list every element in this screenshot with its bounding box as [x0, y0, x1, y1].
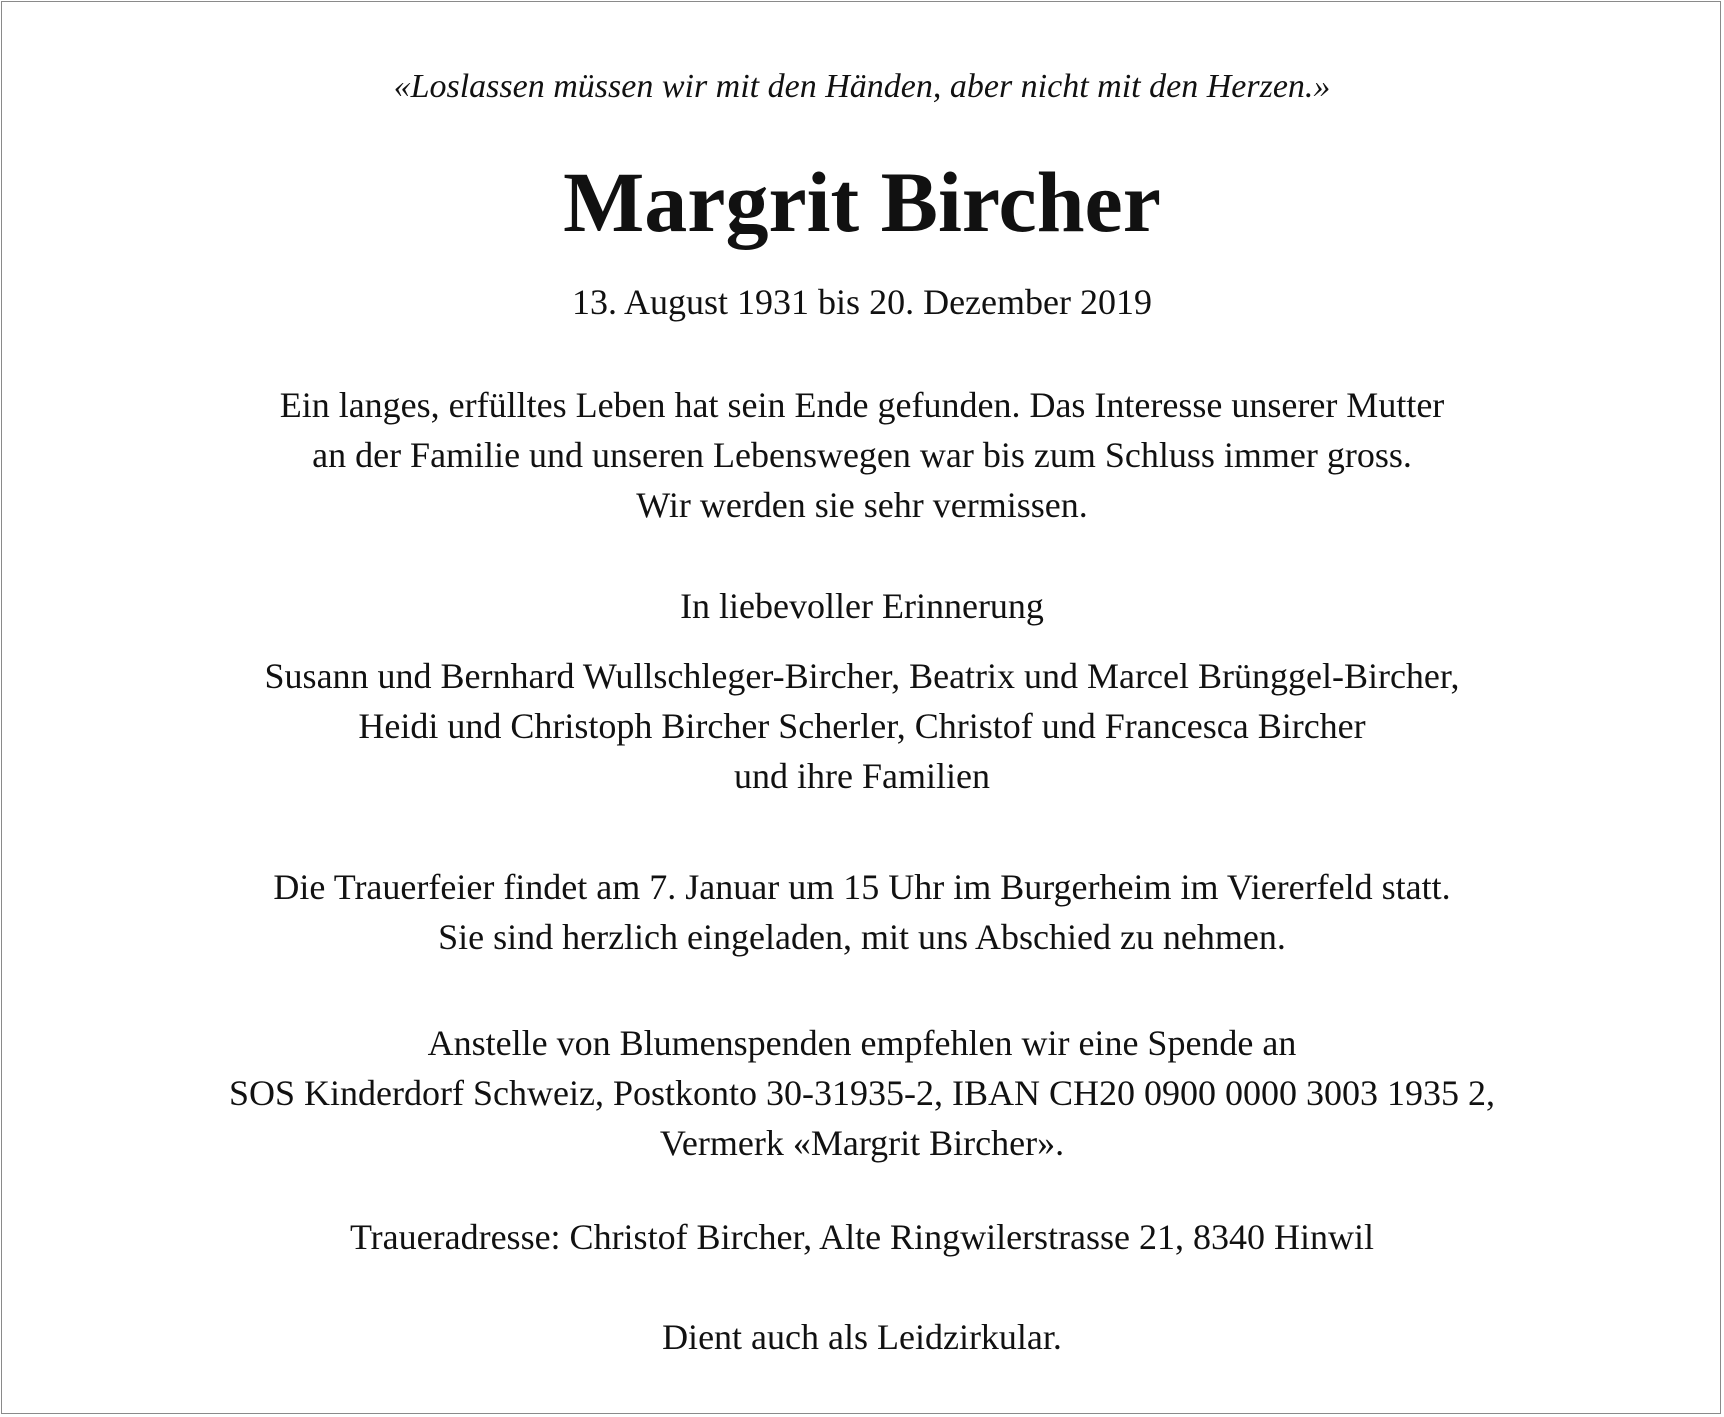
memory-heading: [0, 581, 1724, 631]
family-members: [0, 651, 1724, 801]
service-line: Die Trauerfeier findet am 7. Januar um 15 Uhr im Burgerheim im Viererfeld statt.: [273, 867, 1451, 907]
circular-note: [0, 1312, 1724, 1362]
funeral-service-info: [0, 862, 1724, 962]
mourning-address-text: Traueradresse: Christof Bircher, Alte Ringwilerstrasse 21, 8340 Hinwil: [349, 1217, 1375, 1257]
deceased-name: Margrit Bircher: [563, 154, 1161, 250]
tribute-text: [0, 380, 1724, 530]
motto-quote: «Loslassen müssen wir mit den Händen, aber nicht mit den Herzen.»: [393, 68, 1331, 105]
tribute-line: an der Familie und unseren Lebenswegen war bis zum Schluss immer gross.: [312, 435, 1412, 475]
mourning-address: [0, 1212, 1724, 1262]
tribute-line: Wir werden sie sehr vermissen.: [636, 485, 1088, 525]
donation-line: Anstelle von Blumenspenden empfehlen wir eine Spende an: [427, 1023, 1297, 1063]
service-line: Sie sind herzlich eingeladen, mit uns Abschied zu nehmen.: [438, 917, 1286, 957]
family-line: und ihre Familien: [734, 756, 990, 796]
donation-line: Vermerk «Margrit Bircher».: [659, 1123, 1065, 1163]
memory-heading-text: In liebevoller Erinnerung: [680, 586, 1044, 626]
family-line: Susann und Bernhard Wullschleger-Bircher, Beatrix und Marcel Brünggel-Bircher,: [264, 656, 1460, 696]
donation-line: SOS Kinderdorf Schweiz, Postkonto 30-31935-2, IBAN CH20 0900 0000 3003 1935 2,: [229, 1073, 1495, 1113]
life-dates: 13. August 1931 bis 20. Dezember 2019: [572, 282, 1152, 322]
donation-info: [0, 1018, 1724, 1168]
circular-note-text: Dient auch als Leidzirkular.: [662, 1317, 1062, 1357]
tribute-line: Ein langes, erfülltes Leben hat sein Ende gefunden. Das Interesse unserer Mutter: [279, 385, 1445, 425]
family-line: Heidi und Christoph Bircher Scherler, Christof und Francesca Bircher: [358, 706, 1366, 746]
